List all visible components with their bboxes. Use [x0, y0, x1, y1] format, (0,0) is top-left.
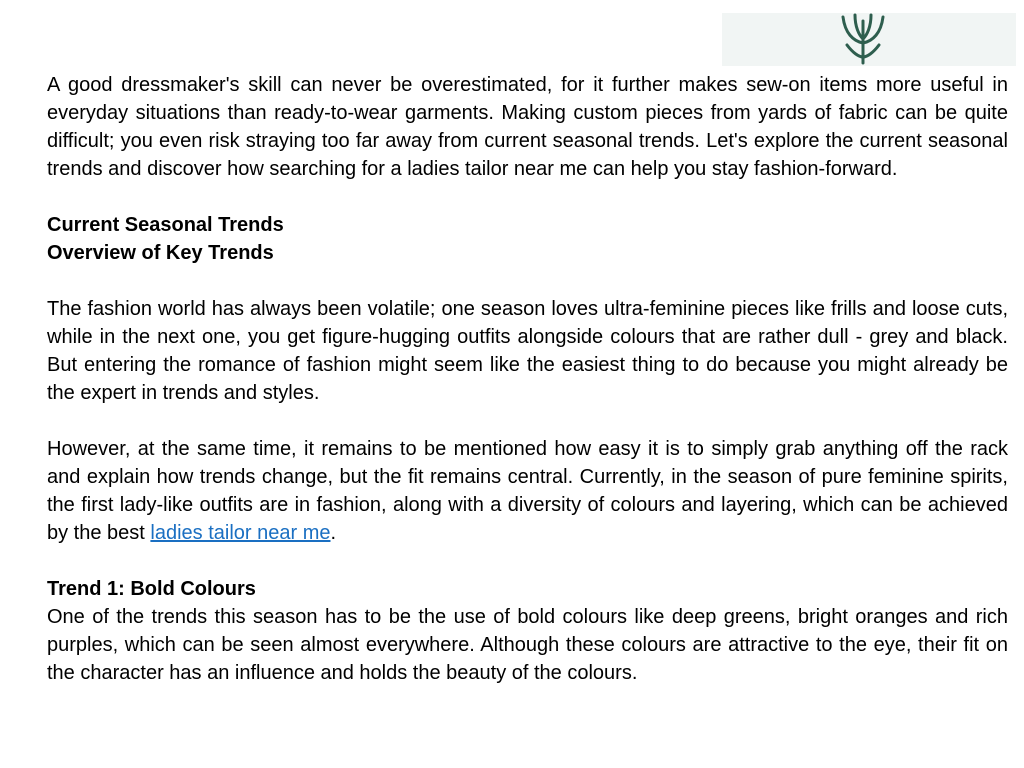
- logo-banner: [722, 13, 1016, 66]
- heading-current-seasonal-trends: Current Seasonal Trends: [47, 214, 284, 236]
- however-paragraph-text: However, at the same time, it remains to be mentioned how easy it is to simply grab anything off the rack and explain how trends change, but the fit remains central. Currently, in the season of pure feminine spirits, the first lady-like outfits are in fashion, along with a diversity of colours and layering, which can be achieved by the best: [47, 438, 1008, 544]
- trend-1-paragraph: One of the trends this season has to be the use of bold colours like deep greens, bright oranges and rich purples, which can be seen almost everywhere. Although these colours are attractive to the eye, their fit on the character has an influence and holds the beauty of the colours.: [47, 606, 1008, 684]
- intro-paragraph: A good dressmaker's skill can never be overestimated, for it further makes sew-on items more useful in everyday situations than ready-to-wear garments. Making custom pieces from yards of fabric can be quite difficult; you even risk straying too far away from current seasonal trends. Let's explore the current seasonal trends and discover how searching for a ladies tailor near me can help you stay fashion-forward.: [47, 74, 1008, 180]
- heading-trend-1-bold-colours: Trend 1: Bold Colours: [47, 578, 256, 600]
- however-paragraph: [47, 435, 1008, 547]
- fashion-world-paragraph: The fashion world has always been volatile; one season loves ultra-feminine pieces like frills and loose cuts, while in the next one, you get figure-hugging outfits alongside colours that are rather dull - grey and black. But entering the romance of fashion might seem like the easiest thing to do because you might already be the expert in trends and styles.: [47, 298, 1008, 404]
- however-paragraph-end: .: [330, 522, 337, 544]
- heading-overview-key-trends: Overview of Key Trends: [47, 242, 274, 264]
- article-body: [47, 71, 1008, 687]
- trident-leaf-logo-icon: [835, 13, 891, 66]
- ladies-tailor-link[interactable]: ladies tailor near me: [150, 522, 331, 544]
